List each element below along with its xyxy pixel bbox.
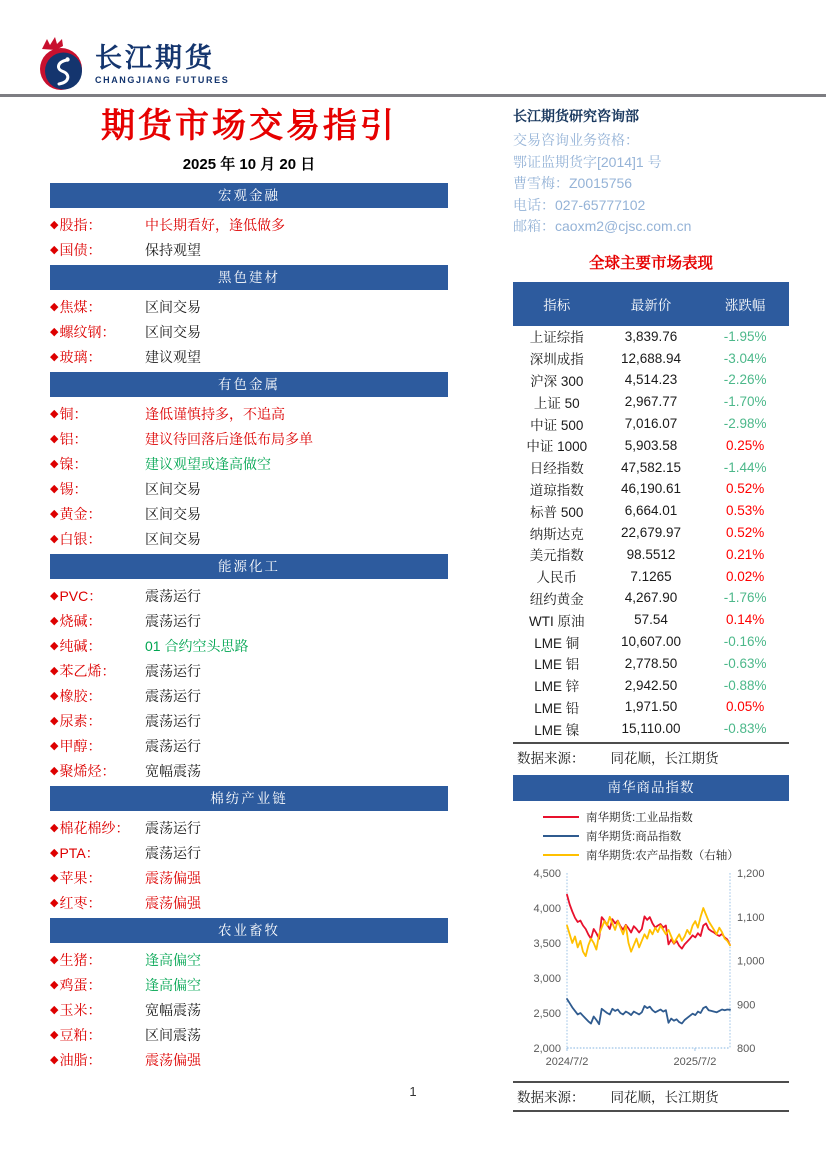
table-row bbox=[513, 434, 789, 456]
trading-advice: 宽幅震荡 bbox=[145, 1001, 201, 1018]
change-percent: -3.04% bbox=[723, 350, 767, 366]
indicator-name: LME 铜 bbox=[534, 635, 580, 651]
trading-advice: 区间震荡 bbox=[145, 1026, 201, 1043]
table-row bbox=[513, 587, 789, 609]
col-header-price: 最新价 bbox=[630, 297, 672, 313]
market-table-body bbox=[513, 326, 789, 740]
legend-item bbox=[543, 827, 789, 846]
commodity-label: ◆ 焦煤： bbox=[50, 298, 102, 315]
latest-price: 7.1265 bbox=[630, 568, 672, 584]
chart-legend bbox=[543, 808, 789, 865]
change-percent: -2.26% bbox=[723, 372, 767, 388]
indicator-name: 日经指数 bbox=[529, 461, 584, 477]
guide-row bbox=[50, 344, 448, 369]
col-header-change: 涨跌幅 bbox=[724, 297, 766, 313]
legend-label: 南华期货:工业品指数 bbox=[586, 812, 693, 825]
table-row bbox=[513, 674, 789, 696]
diamond-bullet-icon: ◆ bbox=[50, 590, 59, 602]
guide-row bbox=[50, 237, 448, 262]
diamond-bullet-icon: ◆ bbox=[50, 483, 59, 495]
svg-text:2024/7/2: 2024/7/2 bbox=[545, 1055, 589, 1068]
diamond-bullet-icon: ◆ bbox=[50, 433, 59, 445]
trading-advice: 保持观望 bbox=[145, 241, 201, 258]
change-percent: 0.52% bbox=[726, 481, 765, 497]
guide-row bbox=[50, 733, 448, 758]
section-header: 黑色建材 bbox=[50, 265, 448, 290]
guide-row bbox=[50, 683, 448, 708]
latest-price: 47,582.15 bbox=[620, 459, 682, 475]
svg-text:800: 800 bbox=[737, 1042, 756, 1055]
guide-row bbox=[50, 633, 448, 658]
market-performance-title: 全球主要市场表现 bbox=[588, 254, 713, 272]
trading-advice: 震荡运行 bbox=[145, 737, 201, 754]
company-name-cn: 长江期货 bbox=[95, 43, 215, 73]
latest-price: 7,016.07 bbox=[624, 416, 678, 432]
latest-price: 98.5512 bbox=[626, 546, 676, 562]
diamond-bullet-icon: ◆ bbox=[50, 954, 59, 966]
indicator-name: 中证 1000 bbox=[526, 439, 588, 455]
table-row bbox=[513, 631, 789, 653]
latest-price: 3,839.76 bbox=[624, 328, 678, 344]
commodity-label: ◆ 镍： bbox=[50, 455, 88, 472]
diamond-bullet-icon: ◆ bbox=[50, 715, 59, 727]
contact-line: 交易咨询业务资格： bbox=[513, 132, 639, 148]
diamond-bullet-icon: ◆ bbox=[50, 690, 59, 702]
commodity-label: ◆ 生猪： bbox=[50, 951, 102, 968]
diamond-bullet-icon: ◆ bbox=[50, 1029, 59, 1041]
guide-row bbox=[50, 1022, 448, 1047]
table-row bbox=[513, 500, 789, 522]
latest-price: 12,688.94 bbox=[620, 350, 682, 366]
trading-advice: 建议观望或逢高做空 bbox=[145, 455, 271, 472]
change-percent: -2.98% bbox=[723, 416, 767, 432]
commodity-label: ◆ 甲醇： bbox=[50, 737, 102, 754]
svg-text:3,000: 3,000 bbox=[533, 972, 561, 985]
commodity-label: ◆ 红枣： bbox=[50, 894, 102, 911]
change-percent: -1.44% bbox=[723, 459, 767, 475]
change-percent: 0.21% bbox=[726, 546, 765, 562]
change-percent: -0.16% bbox=[723, 634, 767, 650]
trading-advice: 震荡运行 bbox=[145, 662, 201, 679]
latest-price: 2,778.50 bbox=[624, 655, 678, 671]
commodity-label: ◆ PTA： bbox=[50, 844, 100, 861]
change-percent: 0.53% bbox=[726, 503, 765, 519]
guide-row bbox=[50, 526, 448, 551]
trading-advice: 震荡运行 bbox=[145, 712, 201, 729]
research-column bbox=[513, 106, 789, 1112]
latest-price: 2,967.77 bbox=[624, 394, 678, 410]
indicator-name: LME 镍 bbox=[534, 722, 580, 738]
guide-row bbox=[50, 1047, 448, 1072]
change-percent: -1.95% bbox=[723, 328, 767, 344]
change-percent: 0.14% bbox=[726, 612, 765, 628]
indicator-name: LME 锌 bbox=[534, 679, 580, 695]
diamond-bullet-icon: ◆ bbox=[50, 301, 59, 313]
diamond-bullet-icon: ◆ bbox=[50, 533, 59, 545]
guide-row bbox=[50, 840, 448, 865]
trading-guide-column bbox=[50, 103, 448, 1072]
latest-price: 2,942.50 bbox=[624, 677, 678, 693]
diamond-bullet-icon: ◆ bbox=[50, 640, 59, 652]
table-row bbox=[513, 391, 789, 413]
guide-row bbox=[50, 294, 448, 319]
source-label: 数据来源： bbox=[517, 1089, 585, 1105]
table-row bbox=[513, 522, 789, 544]
guide-row bbox=[50, 501, 448, 526]
trading-advice: 逢高偏空 bbox=[145, 976, 201, 993]
commodity-label: ◆ 股指： bbox=[50, 216, 102, 233]
table-row bbox=[513, 478, 789, 500]
department-name: 长江期货研究咨询部 bbox=[513, 108, 639, 124]
company-name-en: CHANGJIANG FUTURES bbox=[95, 75, 230, 85]
latest-price: 57.54 bbox=[634, 612, 668, 628]
legend-line-swatch bbox=[543, 854, 579, 856]
trading-advice: 区间交易 bbox=[145, 505, 201, 522]
latest-price: 6,664.01 bbox=[624, 503, 678, 519]
diamond-bullet-icon: ◆ bbox=[50, 1054, 59, 1066]
nanhua-index-chart bbox=[513, 867, 789, 1079]
page-number: 1 bbox=[409, 1084, 417, 1099]
guide-row bbox=[50, 319, 448, 344]
guide-row bbox=[50, 890, 448, 915]
table-row bbox=[513, 456, 789, 478]
indicator-name: 中证 500 bbox=[530, 417, 584, 433]
legend-label: 南华期货:农产品指数（右轴） bbox=[586, 850, 739, 863]
chart-title: 南华商品指数 bbox=[513, 775, 789, 801]
indicator-name: LME 铝 bbox=[534, 657, 580, 673]
indicator-name: 深圳成指 bbox=[529, 352, 584, 368]
indicator-name: 人民币 bbox=[536, 570, 578, 586]
latest-price: 10,607.00 bbox=[620, 634, 682, 650]
guide-row bbox=[50, 426, 448, 451]
trading-advice: 震荡运行 bbox=[145, 587, 201, 604]
svg-text:1,200: 1,200 bbox=[737, 867, 765, 880]
legend-label: 南华期货:商品指数 bbox=[586, 831, 682, 844]
commodity-label: ◆ 豆粕： bbox=[50, 1026, 102, 1043]
indicator-name: WTI 原油 bbox=[529, 613, 585, 629]
indicator-name: 纳斯达克 bbox=[529, 526, 584, 542]
diamond-bullet-icon: ◆ bbox=[50, 326, 59, 338]
latest-price: 4,514.23 bbox=[624, 372, 678, 388]
diamond-bullet-icon: ◆ bbox=[50, 847, 59, 859]
diamond-bullet-icon: ◆ bbox=[50, 665, 59, 677]
diamond-bullet-icon: ◆ bbox=[50, 508, 59, 520]
section-header: 农业畜牧 bbox=[50, 918, 448, 943]
indicator-name: LME 铅 bbox=[534, 700, 580, 716]
guide-row bbox=[50, 947, 448, 972]
trading-advice: 建议观望 bbox=[145, 348, 201, 365]
commodity-label: ◆ 螺纹钢： bbox=[50, 323, 116, 340]
trading-advice: 中长期看好，逢低做多 bbox=[145, 216, 285, 233]
indicator-name: 标普 500 bbox=[530, 504, 584, 520]
contact-line: 电话：027-65777102 bbox=[513, 196, 646, 213]
guide-row bbox=[50, 708, 448, 733]
commodity-label: ◆ 铝： bbox=[50, 430, 88, 447]
table-row bbox=[513, 326, 789, 348]
guide-row bbox=[50, 401, 448, 426]
change-percent: -1.70% bbox=[723, 394, 767, 410]
svg-text:4,500: 4,500 bbox=[533, 867, 561, 880]
table-row bbox=[513, 609, 789, 631]
diamond-bullet-icon: ◆ bbox=[50, 219, 59, 231]
trading-advice: 逢低谨慎持多，不追高 bbox=[145, 405, 285, 422]
legend-line-swatch bbox=[543, 835, 579, 837]
trading-advice: 宽幅震荡 bbox=[145, 762, 201, 779]
commodity-label: ◆ 锡： bbox=[50, 480, 88, 497]
diamond-bullet-icon: ◆ bbox=[50, 822, 59, 834]
guide-row bbox=[50, 608, 448, 633]
guide-row bbox=[50, 815, 448, 840]
commodity-label: ◆ 铜： bbox=[50, 405, 88, 422]
trading-advice: 逢高偏空 bbox=[145, 951, 201, 968]
change-percent: -0.83% bbox=[723, 721, 767, 737]
legend-item bbox=[543, 808, 789, 827]
trading-advice: 震荡运行 bbox=[145, 819, 201, 836]
commodity-label: ◆ 国债： bbox=[50, 241, 102, 258]
change-percent: 0.52% bbox=[726, 525, 765, 541]
indicator-name: 纽约黄金 bbox=[529, 591, 584, 607]
change-percent: -1.76% bbox=[723, 590, 767, 606]
guide-row bbox=[50, 212, 448, 237]
header-divider bbox=[0, 94, 826, 97]
legend-item bbox=[543, 846, 789, 865]
svg-text:1,100: 1,100 bbox=[737, 911, 765, 924]
diamond-bullet-icon: ◆ bbox=[50, 351, 59, 363]
commodity-label: ◆ 橡胶： bbox=[50, 687, 102, 704]
svg-text:1,000: 1,000 bbox=[737, 955, 765, 968]
change-percent: 0.25% bbox=[726, 437, 765, 453]
indicator-name: 上证 50 bbox=[533, 395, 580, 411]
diamond-bullet-icon: ◆ bbox=[50, 765, 59, 777]
change-percent: 0.02% bbox=[726, 568, 765, 584]
latest-price: 4,267.90 bbox=[624, 590, 678, 606]
svg-text:3,500: 3,500 bbox=[533, 937, 561, 950]
trading-advice: 震荡偏强 bbox=[145, 869, 201, 886]
col-header-indicator: 指标 bbox=[543, 297, 571, 313]
commodity-label: ◆ 黄金： bbox=[50, 505, 102, 522]
svg-text:2025/7/2: 2025/7/2 bbox=[673, 1055, 717, 1068]
page-title: 期货市场交易指引 bbox=[101, 107, 397, 145]
diamond-bullet-icon: ◆ bbox=[50, 458, 59, 470]
guide-row bbox=[50, 583, 448, 608]
section-header: 有色金属 bbox=[50, 372, 448, 397]
report-date: 2025 年 10 月 20 日 bbox=[182, 156, 316, 173]
contact-line: 曹雪梅：Z0015756 bbox=[513, 175, 633, 191]
commodity-label: ◆ 苯乙烯： bbox=[50, 662, 116, 679]
commodity-label: ◆ 烧碱： bbox=[50, 612, 102, 629]
commodity-label: ◆ PVC： bbox=[50, 587, 103, 604]
commodity-label: ◆ 白银： bbox=[50, 530, 102, 547]
table-row bbox=[513, 543, 789, 565]
latest-price: 15,110.00 bbox=[621, 721, 681, 737]
commodity-label: ◆ 玉米： bbox=[50, 1001, 102, 1018]
diamond-bullet-icon: ◆ bbox=[50, 244, 59, 256]
table-row bbox=[513, 347, 789, 369]
change-percent: -0.63% bbox=[723, 655, 767, 671]
guide-row bbox=[50, 997, 448, 1022]
market-table bbox=[513, 282, 789, 740]
commodity-label: ◆ 纯碱： bbox=[50, 637, 102, 654]
latest-price: 46,190.61 bbox=[620, 481, 682, 497]
svg-text:900: 900 bbox=[737, 998, 756, 1011]
indicator-name: 沪深 300 bbox=[530, 373, 584, 389]
table-row bbox=[513, 652, 789, 674]
commodity-label: ◆ 聚烯烃： bbox=[50, 762, 116, 779]
diamond-bullet-icon: ◆ bbox=[50, 615, 59, 627]
diamond-bullet-icon: ◆ bbox=[50, 979, 59, 991]
guide-row bbox=[50, 451, 448, 476]
contact-line: 邮箱：caoxm2@cjsc.com.cn bbox=[513, 218, 692, 234]
commodity-label: ◆ 鸡蛋： bbox=[50, 976, 102, 993]
contact-info bbox=[513, 130, 789, 238]
commodity-label: ◆ 苹果： bbox=[50, 869, 102, 886]
trading-advice: 01 合约空头思路 bbox=[145, 637, 249, 654]
trading-advice: 建议待回落后逢低布局多单 bbox=[145, 430, 313, 447]
trading-advice: 震荡运行 bbox=[145, 687, 201, 704]
change-percent: -0.88% bbox=[723, 677, 767, 693]
trading-advice: 区间交易 bbox=[145, 480, 201, 497]
indicator-name: 道琼指数 bbox=[529, 482, 584, 498]
commodity-label: ◆ 油脂： bbox=[50, 1051, 102, 1068]
table-row bbox=[513, 565, 789, 587]
sections-container bbox=[50, 183, 448, 1072]
diamond-bullet-icon: ◆ bbox=[50, 872, 59, 884]
guide-row bbox=[50, 658, 448, 683]
diamond-bullet-icon: ◆ bbox=[50, 740, 59, 752]
trading-advice: 震荡运行 bbox=[145, 844, 201, 861]
market-table-header bbox=[513, 282, 789, 326]
svg-text:2,000: 2,000 bbox=[533, 1042, 561, 1055]
source-value: 同花顺，长江期货 bbox=[610, 1089, 719, 1105]
guide-row bbox=[50, 476, 448, 501]
change-percent: 0.05% bbox=[726, 699, 765, 715]
company-logo bbox=[36, 36, 229, 92]
trading-advice: 区间交易 bbox=[145, 323, 201, 340]
diamond-bullet-icon: ◆ bbox=[50, 408, 59, 420]
table-row bbox=[513, 696, 789, 718]
indicator-name: 美元指数 bbox=[529, 548, 584, 564]
trading-advice: 震荡偏强 bbox=[145, 894, 201, 911]
latest-price: 1,971.50 bbox=[624, 699, 678, 715]
trading-advice: 区间交易 bbox=[145, 298, 201, 315]
diamond-bullet-icon: ◆ bbox=[50, 1004, 59, 1016]
legend-line-swatch bbox=[543, 816, 579, 818]
table-row bbox=[513, 718, 789, 740]
latest-price: 22,679.97 bbox=[620, 525, 682, 541]
indicator-name: 上证综指 bbox=[529, 330, 584, 346]
svg-text:2,500: 2,500 bbox=[533, 1007, 561, 1020]
trading-advice: 区间交易 bbox=[145, 530, 201, 547]
section-header: 能源化工 bbox=[50, 554, 448, 579]
guide-row bbox=[50, 758, 448, 783]
latest-price: 5,903.58 bbox=[624, 437, 678, 453]
section-header: 棉纺产业链 bbox=[50, 786, 448, 811]
company-logo-emblem bbox=[36, 36, 88, 92]
svg-text:4,000: 4,000 bbox=[533, 902, 561, 915]
source-label: 数据来源： bbox=[517, 750, 585, 766]
commodity-label: ◆ 尿素： bbox=[50, 712, 102, 729]
trading-advice: 震荡偏强 bbox=[145, 1051, 201, 1068]
guide-row bbox=[50, 972, 448, 997]
commodity-label: ◆ 玻璃： bbox=[50, 348, 102, 365]
trading-advice: 震荡运行 bbox=[145, 612, 201, 629]
diamond-bullet-icon: ◆ bbox=[50, 897, 59, 909]
table-data-source bbox=[513, 742, 789, 771]
source-value: 同花顺，长江期货 bbox=[610, 750, 719, 766]
table-row bbox=[513, 369, 789, 391]
guide-row bbox=[50, 865, 448, 890]
contact-line: 鄂证监期货字[2014]1 号 bbox=[513, 153, 662, 170]
commodity-label: ◆ 棉花棉纱： bbox=[50, 819, 130, 836]
section-header: 宏观金融 bbox=[50, 183, 448, 208]
table-row bbox=[513, 413, 789, 435]
